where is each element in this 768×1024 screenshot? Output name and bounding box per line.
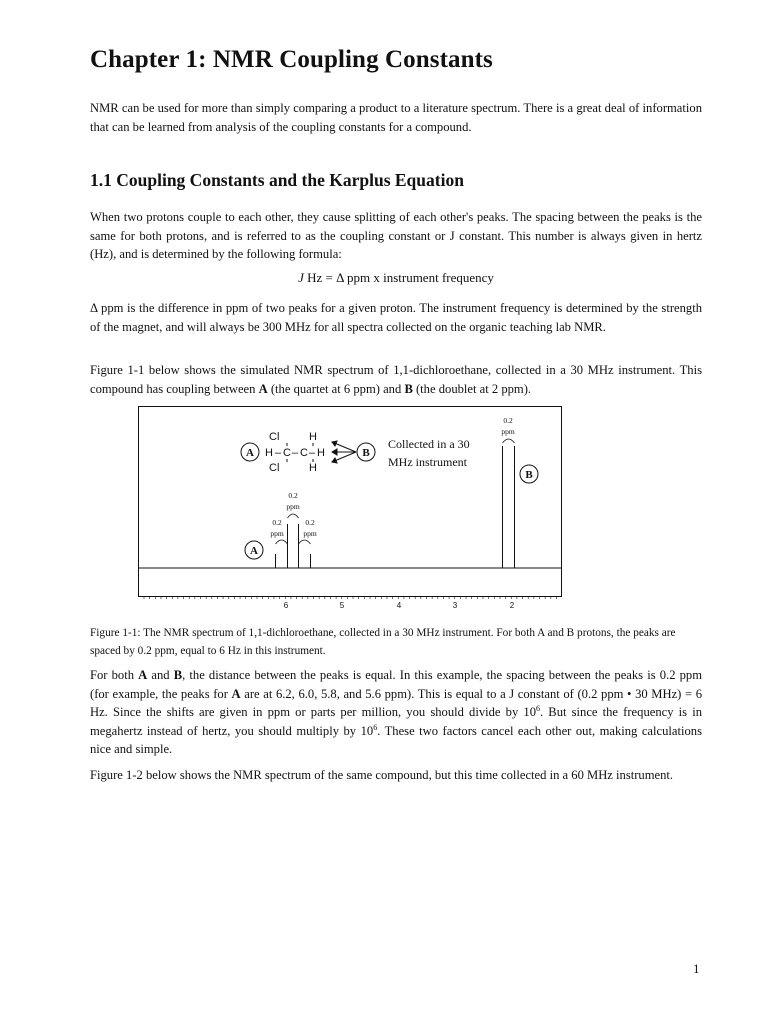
section-title: 1.1 Coupling Constants and the Karplus Equation [90,170,464,190]
mol-dash-2: – [292,447,299,459]
tick-label-3: 3 [452,601,458,610]
tick-label-6: 6 [283,601,289,610]
figure-intro-paragraph: Figure 1-1 below shows the simulated NMR spectrum of 1,1-dichloroethane, collected in a 30 MHz instrument. This compound has coupling between A (the quartet at 6 ppm) and B (the doublet at 2 ppm). [90,363,702,396]
spacing-unit-mid: ppm [286,502,300,511]
label-b-circle-top [357,443,375,461]
instrument-note [388,437,470,469]
mol-c2: C [300,447,308,459]
mol-c1: C [283,447,291,459]
page-number: 1 [693,961,700,976]
svg-text:MHz instrument: MHz instrument [388,455,467,469]
mol-h-bottom: H [309,462,317,474]
spacing-value-left: 0.2 [272,518,282,527]
svg-text:Collected in a 30: Collected in a 30 [388,437,470,451]
coupling-paragraph: When two protons couple to each other, they cause splitting of each other's peaks. The spacing between the peaks is the same for both protons, and is referred to as the coupling constant or J constant. This number is always given in hertz (Hz), and is determined by the following formula: [90,210,702,261]
tick-label-5: 5 [339,601,345,610]
svg-text:A: A [246,447,254,459]
spacing-value-mid: 0.2 [288,491,298,500]
intro-paragraph: NMR can be used for more than simply comparing a product to a literature spectrum. There is a great deal of information that can be learned from analysis of the coupling constants for a compound. [90,101,702,134]
spacing-unit-b: ppm [501,427,515,436]
nmr-spectrum-figure [138,406,562,612]
svg-text:B: B [362,447,370,459]
mol-dash-1: – [275,447,282,459]
spacing-paragraph: For both A and B, the distance between the peaks is equal. In this example, the spacing between the peaks is 0.2 ppm (for example, the peaks for A are at 6.2, 6.0, 5.8, and 5.6 ppm). This is equal to a J constant of (0.2 ppm • 30 MHz) = 6 Hz. Since the shifts are given in ppm or parts per million, you should divide by $10^6$. But since the frequency is in megahertz instead of hertz, you should multiply by $10^6$. These two factors cancel each other out, making calculations nice and simple. [90,668,703,756]
formula-j: J [298,270,304,285]
svg-text:B: B [525,469,533,481]
arrow-to-h [332,441,356,463]
spacing-arc-left [276,540,288,544]
svg-text:A: A [250,545,258,557]
mol-h-top: H [309,431,317,443]
dichloroethane-structure [265,431,325,474]
spacing-arc-right [299,540,311,544]
spacing-arc-mid [288,514,299,518]
mol-cl-bottom: Cl [269,462,280,474]
tick-label-4: 4 [396,601,402,610]
j-formula [90,270,702,286]
formula-rest: Hz = Δ ppm x instrument frequency [303,270,494,285]
label-b-circle-peak [520,465,538,483]
spacing-unit-right: ppm [303,529,317,538]
spacing-annotations [270,416,515,544]
mol-dash-3: – [309,447,316,459]
label-a-circle-top [241,443,259,461]
spacing-value-right: 0.2 [305,518,315,527]
chapter-title: Chapter 1: NMR Coupling Constants [90,46,493,73]
figure-caption: Figure 1-1: The NMR spectrum of 1,1-dichloroethane, collected in a 30 MHz instrument. For both A and B protons, the peaks are spaced by 0.2 ppm, equal to 6 Hz in this instrument. [90,627,676,657]
spacing-value-b: 0.2 [503,416,513,425]
mol-h-left: H [265,447,273,459]
mol-cl-top: Cl [269,431,280,443]
figure-2-intro-paragraph: Figure 1-2 below shows the NMR spectrum of the same compound, but this time collected in a 60 MHz instrument. [90,768,674,782]
tick-label-2: 2 [509,601,515,610]
doublet-b-peaks [503,446,515,568]
delta-ppm-paragraph: Δ ppm is the difference in ppm of two peaks for a given proton. The instrument frequency is determined by the strength of the magnet, and will always be 300 MHz for all spectra collected on the organic teaching lab NMR. [90,301,702,334]
spacing-arc-b [503,439,515,443]
label-a-circle-peak [245,541,263,559]
axis-tick-labels [284,601,515,610]
spacing-unit-left: ppm [270,529,284,538]
mol-h-right: H [317,447,325,459]
